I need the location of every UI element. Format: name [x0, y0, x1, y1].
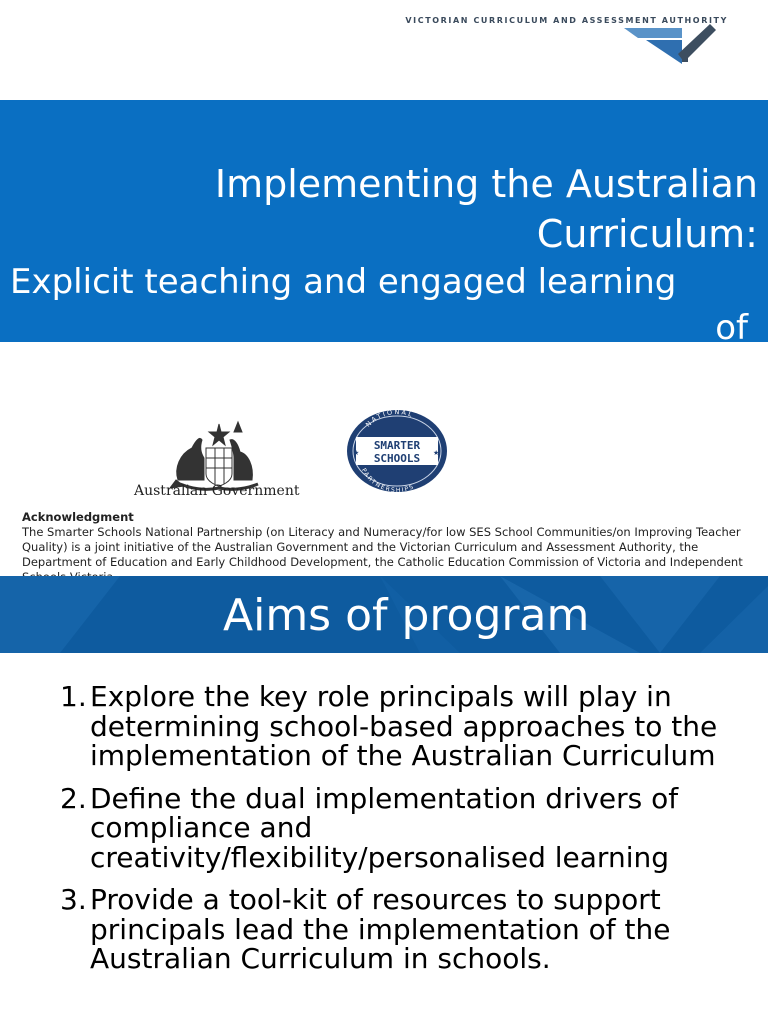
smarter-schools-bottom-text: PARTNERSHIPS: [359, 467, 416, 493]
title-band: [0, 100, 768, 348]
svg-text:★: ★: [433, 449, 440, 457]
slide-title-line1: Implementing the Australian: [214, 162, 758, 206]
slide-subtitle-line1: Explicit teaching and engaged learning: [10, 262, 677, 302]
smarter-schools-main1-text: SMARTER: [373, 439, 421, 452]
slide-subtitle-line2: of: [715, 308, 748, 348]
acknowledgment-block: [22, 510, 752, 585]
slide-aims: [0, 576, 768, 1024]
acknowledgment-title: Acknowledgment: [22, 510, 134, 524]
smarter-schools-top-text: NATIONAL: [364, 409, 415, 429]
slide-title-line2: Curriculum:: [536, 212, 758, 256]
list-item: 2. Define the dual implementation drivers of compliance and creativity/flexibility/personalised learning: [60, 781, 679, 874]
list-item: 3. Provide a tool-kit of resources to support principals lead the implementation of the Australian Curriculum in schools.: [60, 883, 671, 975]
australian-government-label: Australian Government: [134, 483, 300, 499]
aims-title: Aims of program: [223, 590, 590, 641]
list-item: 1. Explore the key role principals will play in determining school-based approaches to the implementation of the Australian Curriculum: [60, 680, 718, 772]
smarter-schools-main2-text: SCHOOLS: [373, 452, 421, 465]
svg-text:★: ★: [353, 449, 360, 457]
acknowledgment-body: The Smarter Schools National Partnership (on Literacy and Numeracy/for low SES School Communities/on Improving Teacher Quality) is a joint initiative of the Australian Government and the Victorian Curriculum and Assessment Authority, the Department of Education and Early Childhood Development, the Catholic Education Commission of Victoria and Independent: [22, 525, 743, 569]
aims-list: [60, 682, 760, 987]
vcaa-label: VICTORIAN CURRICULUM AND ASSESSMENT AUTHORITY: [405, 16, 728, 25]
vcaa-logo-icon: [624, 24, 716, 64]
smarter-schools-logo-icon: [346, 409, 448, 493]
aims-title-band: [0, 576, 768, 653]
